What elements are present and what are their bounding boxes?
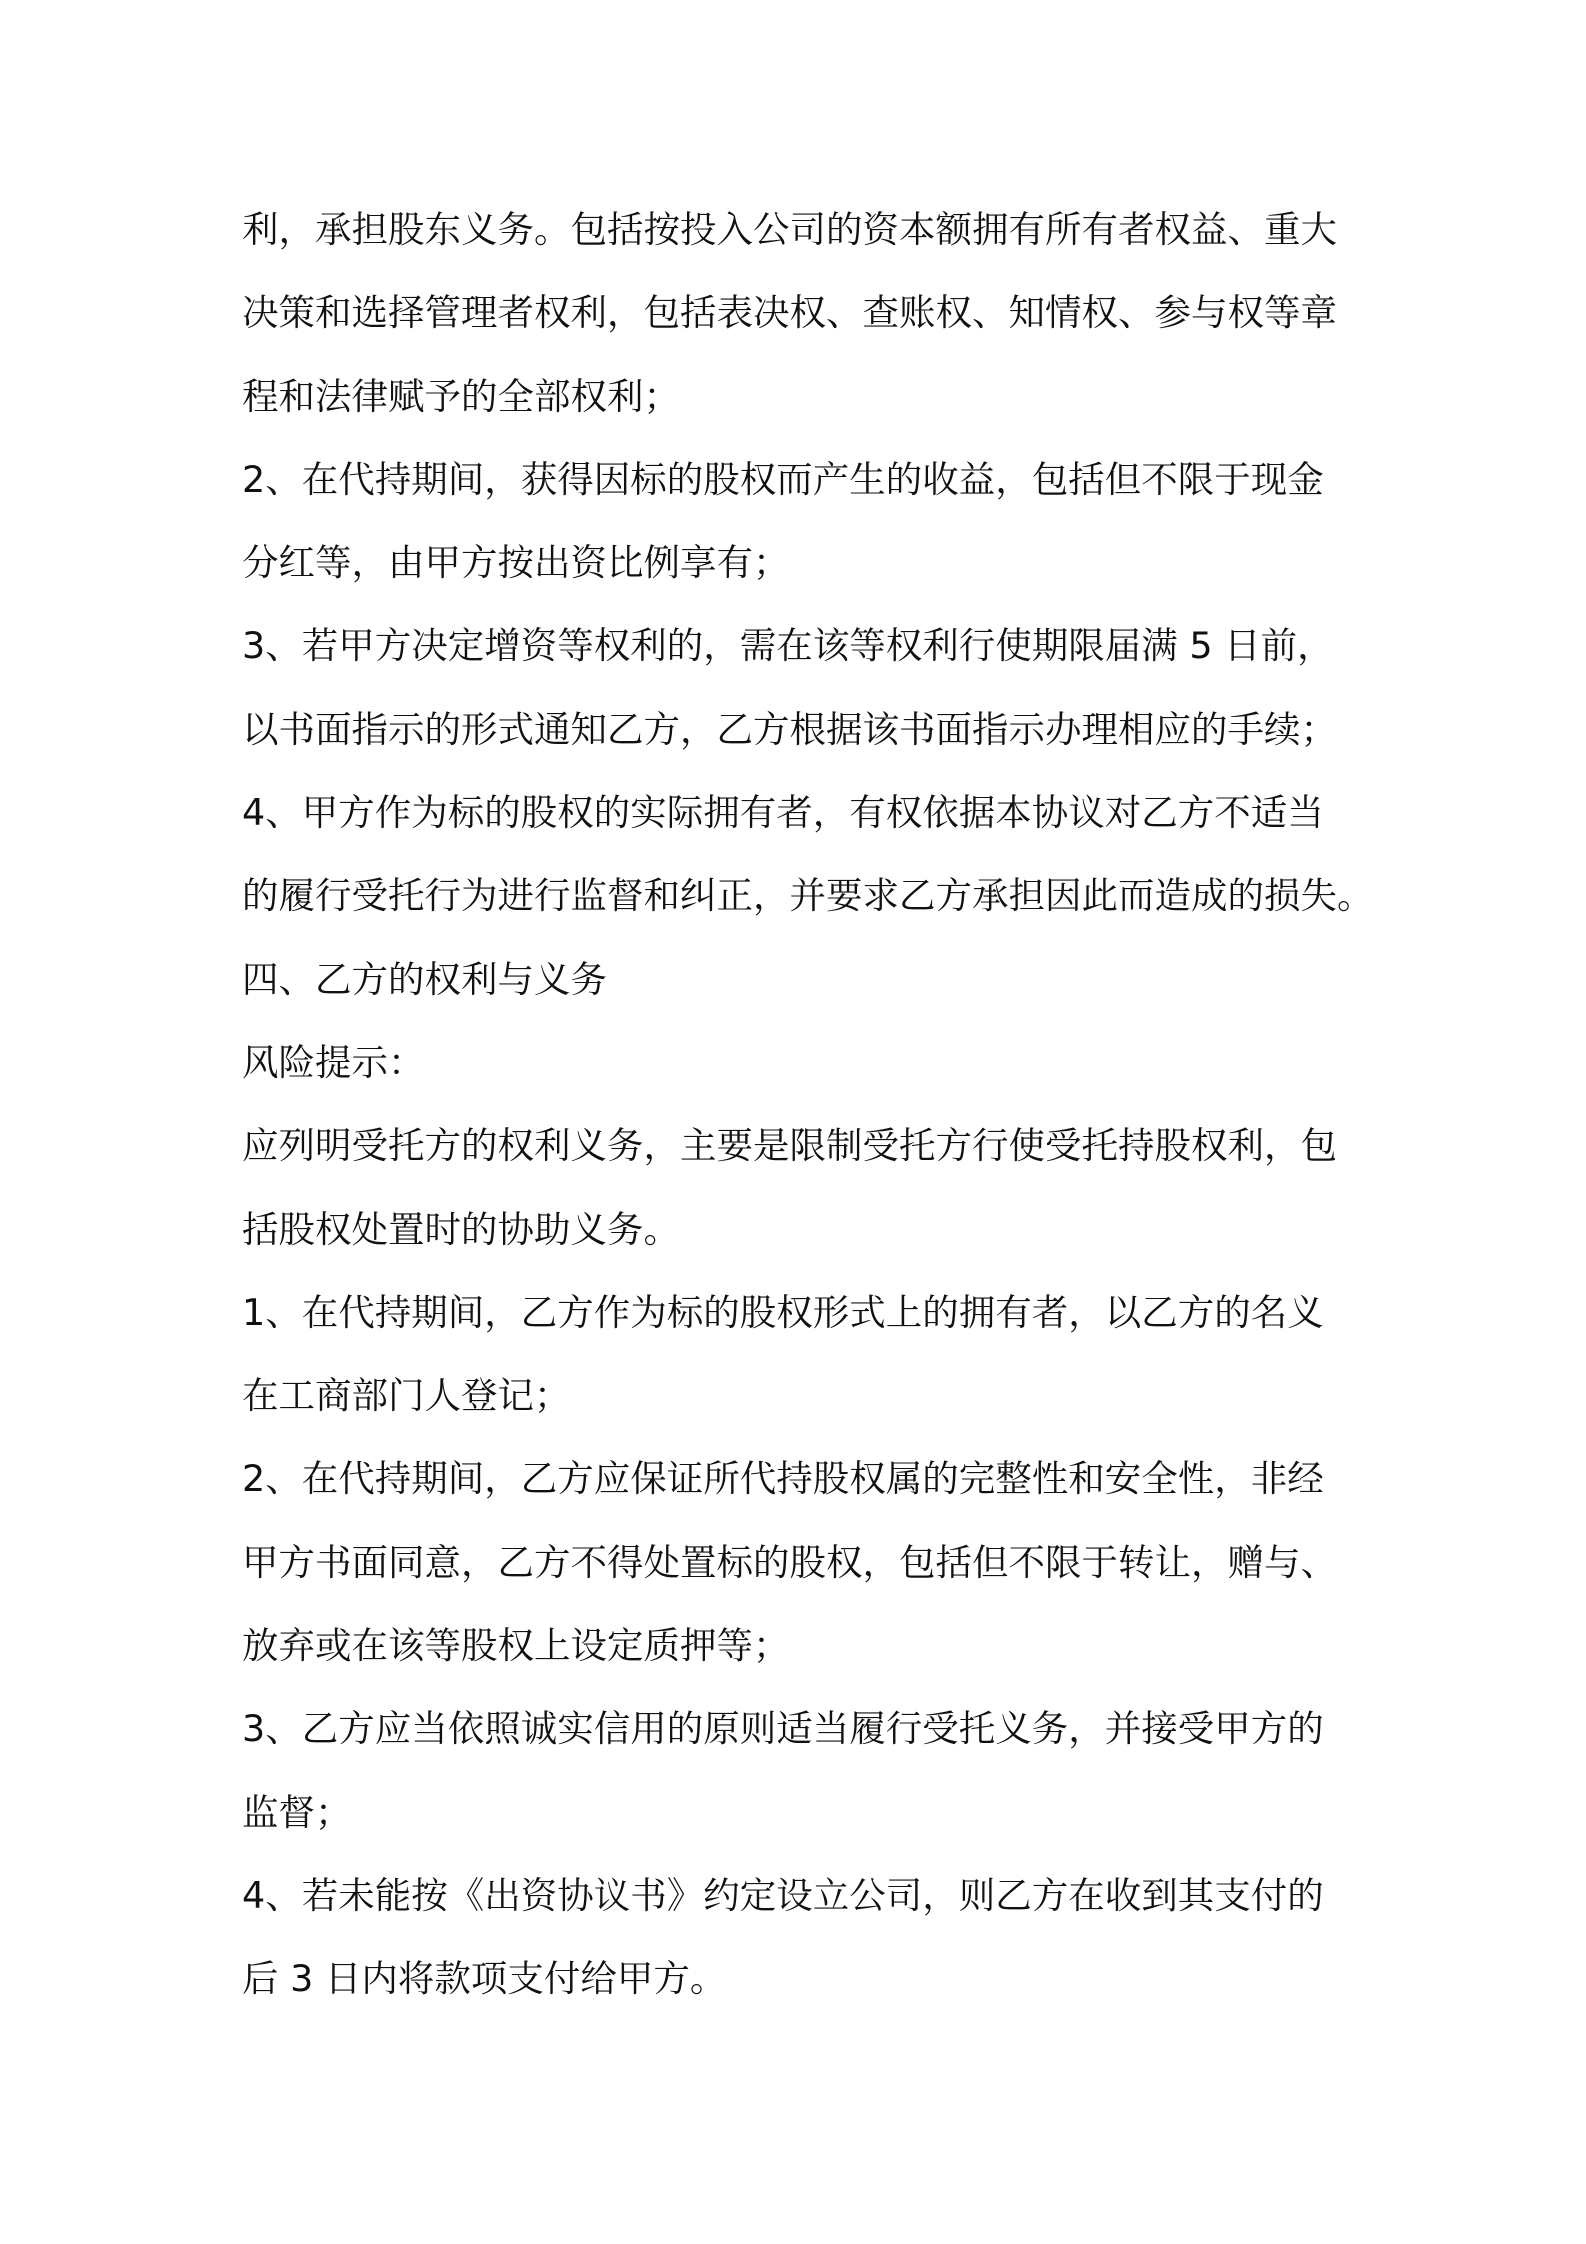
clause-4-line: 4、甲方作为标的股权的实际拥有者，有权依据本协议对乙方不适当 [242,791,1324,835]
text-line: 监督； [242,1790,352,1834]
text-line: 以书面指示的形式通知乙方，乙方根据该书面指示办理相应的手续； [242,707,1337,751]
text-line: 利，承担股东义务。包括按投入公司的资本额拥有所有者权益、重大 [242,208,1337,251]
text-line: 的履行受托行为进行监督和纠正，并要求乙方承担因此而造成的损失。 [242,874,1374,918]
clause-3-line: 3、乙方应当依照诚实信用的原则适当履行受托义务，并接受甲方的 [242,1707,1324,1751]
clause-4-line: 4、若未能按《出资协议书》约定设立公司，则乙方在收到其支付的 [242,1873,1324,1917]
document-body [242,198,1374,2031]
text-line: 决策和选择管理者权利，包括表决权、查账权、知情权、参与权等章 [242,291,1337,335]
clause-1-line: 1、在代持期间，乙方作为标的股权形式上的拥有者，以乙方的名义 [242,1290,1324,1334]
text-line: 分红等，由甲方按出资比例享有； [242,541,790,585]
text-line: 程和法律赋予的全部权利； [242,374,680,418]
clause-2-line: 2、在代持期间，乙方应保证所代持股权属的完整性和安全性，非经 [242,1457,1324,1501]
risk-notice-label: 风险提示： [242,1040,425,1084]
section-heading: 四、乙方的权利与义务 [242,957,607,1001]
clause-3-line: 3、若甲方决定增资等权利的，需在该等权利行使期限届满 5 日前， [242,624,1334,668]
text-line: 在工商部门人登记； [242,1374,571,1418]
text-line: 放弃或在该等股权上设定质押等； [242,1624,790,1668]
risk-notice-text: 括股权处置时的协助义务。 [242,1207,680,1251]
risk-notice-text: 应列明受托方的权利义务，主要是限制受托方行使受托持股权利，包 [242,1124,1337,1168]
text-line: 后 3 日内将款项支付给甲方。 [242,1957,727,2001]
text-line: 甲方书面同意，乙方不得处置标的股权，包括但不限于转让，赠与、 [242,1540,1337,1584]
clause-2-line: 2、在代持期间，获得因标的股权而产生的收益，包括但不限于现金 [242,457,1324,501]
